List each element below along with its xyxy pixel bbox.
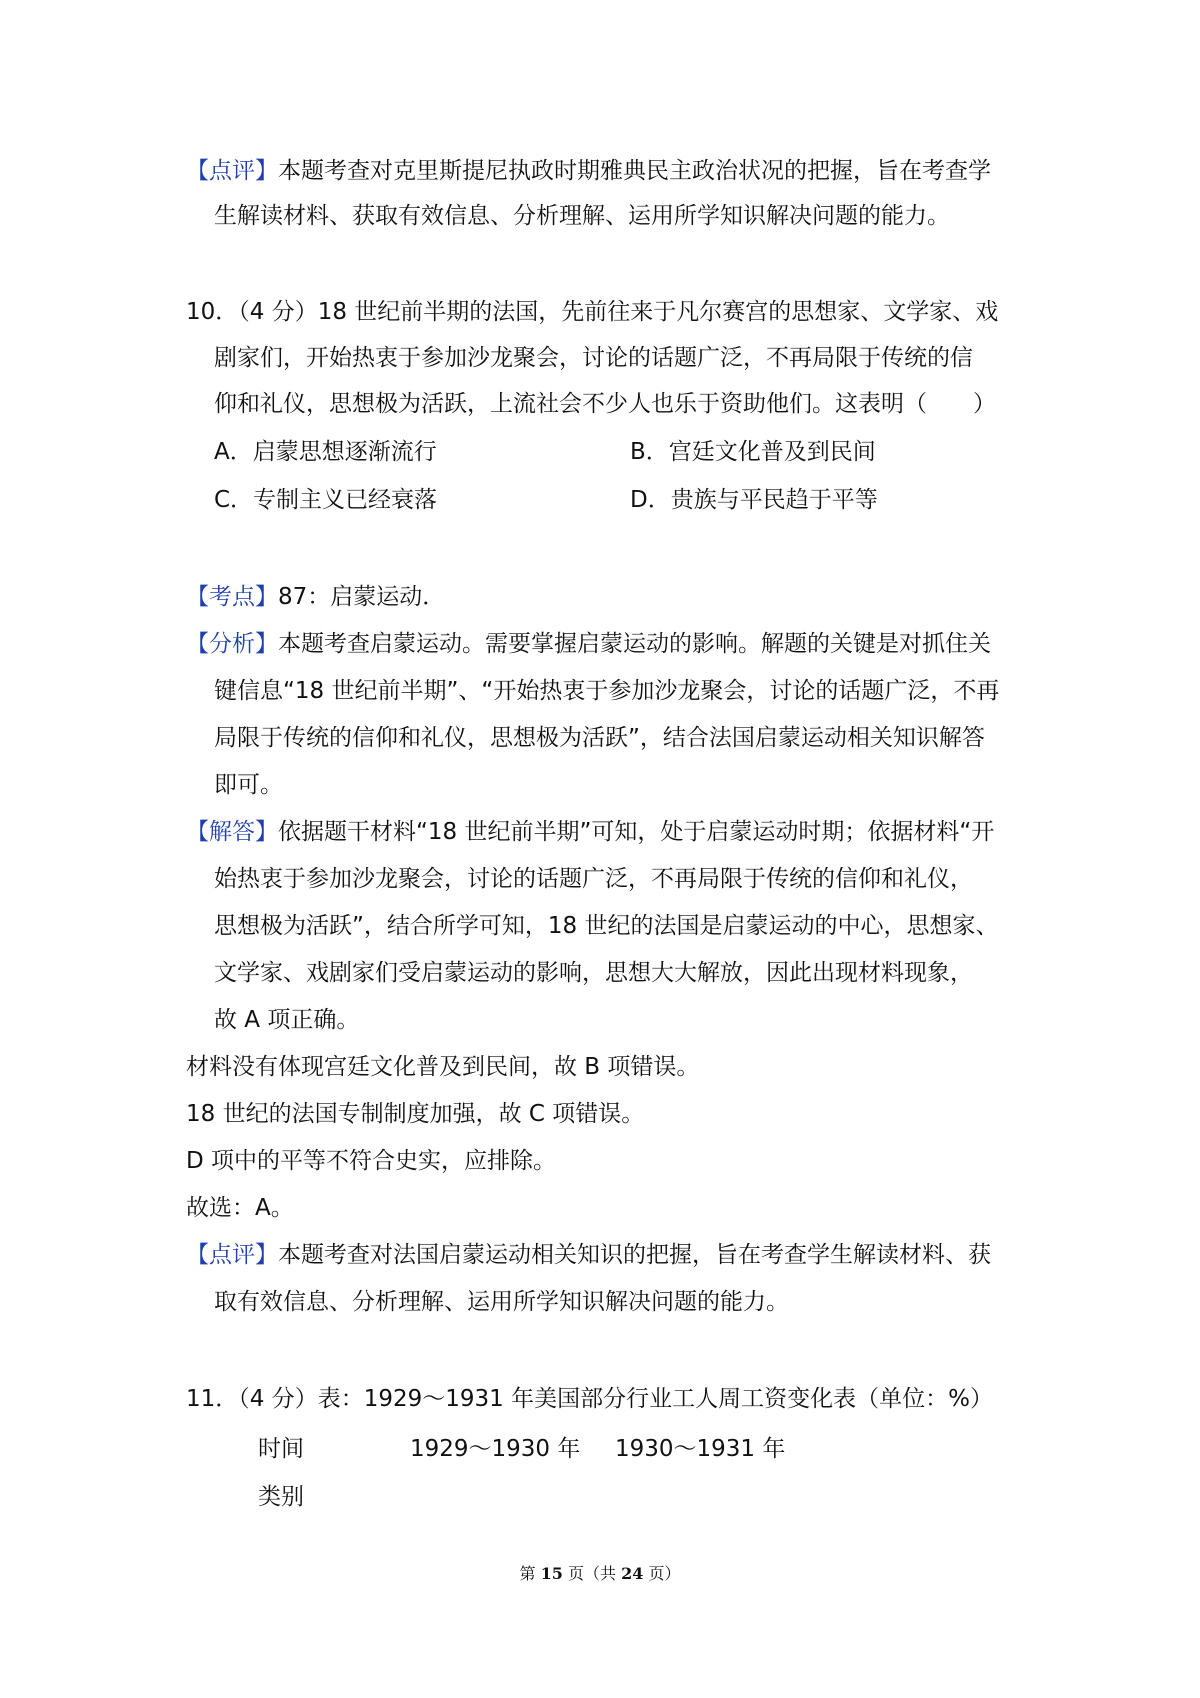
review-line-1 (186, 154, 991, 188)
dianping-tag: 【点评】 (186, 1242, 278, 1268)
answer-line: 故选：A。 (186, 1195, 294, 1221)
jieda-line-1 (186, 815, 994, 849)
extra-line-1: 材料没有体现宫廷文化普及到民间，故 B 项错误。 (186, 1054, 700, 1080)
table-header-col-1: 1929～1930 年 (410, 1436, 581, 1462)
question-11-stem: 11．（4 分）表：1929～1931 年美国部分行业工人周工资变化表（单位：%） (186, 1386, 993, 1412)
fenxi-line-3: 局限于传统的信仰和礼仪，思想极为活跃”，结合法国启蒙运动相关知识解答 (214, 725, 985, 751)
jieda-line-2: 始热衷于参加沙龙聚会，讨论的话题广泛，不再局限于传统的信仰和礼仪， (214, 866, 973, 892)
dianping-line-1 (186, 1238, 991, 1272)
jieda-text-1: 依据题干材料“18 世纪前半期”可知，处于启蒙运动时期；依据材料“开 (278, 819, 995, 845)
footer-suffix: 页） (648, 1564, 681, 1583)
question-10-stem-line-3: 仰和礼仪，思想极为活跃，上流社会不少人也乐于资助他们。这表明（ ） (214, 391, 996, 417)
kaodian-text: 87：启蒙运动． (278, 584, 446, 610)
fenxi-line-2: 键信息“18 世纪前半期”、“开始热衷于参加沙龙聚会，讨论的话题广泛，不再 (214, 678, 1000, 704)
extra-line-2: 18 世纪的法国专制制度加强，故 C 项错误。 (186, 1101, 645, 1127)
kaodian-tag: 【考点】 (186, 584, 278, 610)
footer-prefix: 第 (519, 1564, 536, 1583)
fenxi-tag: 【分析】 (186, 631, 278, 657)
fenxi-text-1: 本题考查启蒙运动。需要掌握启蒙运动的影响。解题的关键是对抓住关 (278, 631, 991, 657)
fenxi-line-1 (186, 627, 991, 661)
jieda-line-4: 文学家、戏剧家们受启蒙运动的影响，思想大大解放，因此出现材料现象， (214, 960, 973, 986)
footer-total-pages: 24 (621, 1564, 644, 1583)
extra-line-3: D 项中的平等不符合史实，应排除。 (186, 1148, 557, 1174)
question-10-stem-line-2: 剧家们，开始热衷于参加沙龙聚会，讨论的话题广泛，不再局限于传统的信 (214, 345, 973, 371)
table-header-time: 时间 (258, 1436, 304, 1462)
option-b: B．宫廷文化普及到民间 (630, 439, 876, 465)
dianping-text-1: 本题考查对法国启蒙运动相关知识的把握，旨在考查学生解读材料、获 (278, 1242, 991, 1268)
table-header-col-2: 1930～1931 年 (615, 1436, 786, 1462)
jieda-line-3: 思想极为活跃”，结合所学可知，18 世纪的法国是启蒙运动的中心，思想家、 (214, 913, 999, 939)
page-footer (0, 1562, 1200, 1586)
review-line-2: 生解读材料、获取有效信息、分析理解、运用所学知识解决问题的能力。 (214, 203, 950, 229)
fenxi-line-4: 即可。 (214, 772, 283, 798)
option-a: A．启蒙思想逐渐流行 (214, 439, 437, 465)
table-header-category: 类别 (258, 1484, 304, 1510)
jieda-line-5: 故 A 项正确。 (214, 1007, 360, 1033)
review-tag: 【点评】 (186, 158, 278, 184)
kaodian-line (186, 580, 445, 614)
footer-page-number: 15 (540, 1564, 563, 1583)
jieda-tag: 【解答】 (186, 819, 278, 845)
review-text-1: 本题考查对克里斯提尼执政时期雅典民主政治状况的把握，旨在考查学 (278, 158, 991, 184)
option-d: D．贵族与平民趋于平等 (630, 487, 878, 513)
question-10-stem-line-1: 10．（4 分）18 世纪前半期的法国，先前往来于凡尔赛宫的思想家、文学家、戏 (186, 299, 999, 325)
option-c: C．专制主义已经衰落 (214, 487, 438, 513)
footer-middle: 页（共 (567, 1564, 616, 1583)
dianping-line-2: 取有效信息、分析理解、运用所学知识解决问题的能力。 (214, 1289, 789, 1315)
